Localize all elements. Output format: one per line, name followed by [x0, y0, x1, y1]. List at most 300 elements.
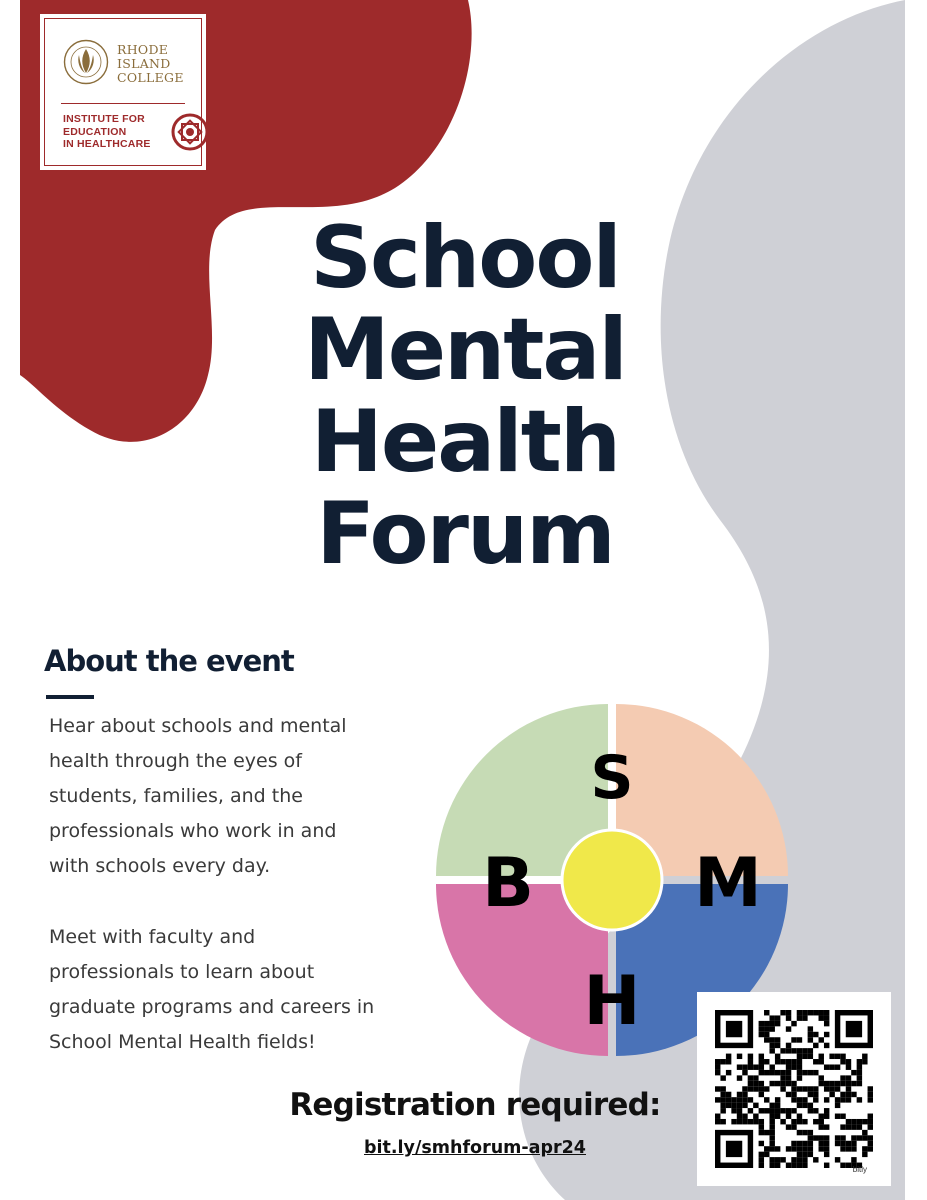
- qr-module: [846, 1075, 851, 1080]
- qr-module: [808, 1152, 813, 1157]
- qr-module: [862, 1054, 867, 1059]
- qr-module: [769, 1070, 774, 1075]
- qr-module: [726, 1070, 731, 1075]
- about-paragraph-2: Meet with faculty and professionals to learn about graduate programs and careers in School Mental Health fields!: [49, 926, 375, 1053]
- qr-module: [862, 1119, 867, 1124]
- qr-module: [868, 1146, 873, 1151]
- qr-module: [769, 1114, 774, 1119]
- institute-name: [63, 113, 163, 151]
- qr-module: [808, 1103, 813, 1108]
- qr-module: [780, 1086, 785, 1091]
- qr-module: [775, 1054, 780, 1059]
- wheel-letter-m: M: [694, 844, 762, 923]
- qr-module: [775, 1081, 780, 1086]
- qr-module: [835, 1054, 840, 1059]
- qr-code-card[interactable]: [697, 992, 891, 1186]
- qr-module: [851, 1092, 856, 1097]
- qr-module: [791, 1119, 796, 1124]
- qr-module: [726, 1059, 731, 1064]
- qr-module: [759, 1021, 764, 1026]
- qr-module: [737, 1103, 742, 1108]
- qr-module: [857, 1070, 862, 1075]
- wheel-center: [562, 830, 662, 930]
- qr-module: [759, 1157, 764, 1162]
- qr-module: [819, 1146, 824, 1151]
- institute-line-3: IN HEALTHCARE: [63, 138, 151, 150]
- qr-module: [802, 1130, 807, 1135]
- qr-module: [857, 1097, 862, 1102]
- qr-module: [797, 1048, 802, 1053]
- qr-module: [813, 1119, 818, 1124]
- qr-module: [791, 1064, 796, 1069]
- qr-module: [764, 1146, 769, 1151]
- qr-module: [780, 1075, 785, 1080]
- qr-module: [759, 1163, 764, 1168]
- qr-module: [813, 1032, 818, 1037]
- qr-module: [840, 1097, 845, 1102]
- qr-module: [797, 1157, 802, 1162]
- qr-module: [824, 1114, 829, 1119]
- qr-module: [824, 1021, 829, 1026]
- qr-module: [791, 1037, 796, 1042]
- qr-module: [791, 1146, 796, 1151]
- qr-module: [791, 1021, 796, 1026]
- qr-module: [802, 1152, 807, 1157]
- qr-module: [753, 1075, 758, 1080]
- qr-module: [862, 1059, 867, 1064]
- wheel-letter-h: H: [583, 962, 641, 1041]
- qr-module: [748, 1054, 753, 1059]
- qr-module: [769, 1021, 774, 1026]
- qr-module: [840, 1059, 845, 1064]
- qr-module: [835, 1157, 840, 1162]
- qr-module: [786, 1064, 791, 1069]
- qr-module: [819, 1124, 824, 1129]
- college-line-1: RHODE: [117, 42, 169, 57]
- qr-module: [851, 1081, 856, 1086]
- qr-module: [769, 1119, 774, 1124]
- qr-module: [764, 1021, 769, 1026]
- qr-module: [780, 1081, 785, 1086]
- qr-module: [846, 1141, 851, 1146]
- qr-module: [742, 1119, 747, 1124]
- qr-module: [764, 1108, 769, 1113]
- qr-module: [775, 1108, 780, 1113]
- qr-module: [764, 1026, 769, 1031]
- qr-module: [857, 1135, 862, 1140]
- qr-module: [769, 1108, 774, 1113]
- qr-module: [726, 1054, 731, 1059]
- logo-divider: [61, 103, 185, 104]
- qr-module: [775, 1059, 780, 1064]
- qr-module: [868, 1114, 873, 1119]
- qr-module: [840, 1054, 845, 1059]
- qr-module: [715, 1097, 720, 1102]
- qr-module: [797, 1163, 802, 1168]
- wheel-letter-s: S: [590, 743, 634, 813]
- qr-module: [797, 1059, 802, 1064]
- qr-module: [769, 1146, 774, 1151]
- qr-module: [780, 1010, 785, 1015]
- qr-module: [824, 1015, 829, 1020]
- qr-module: [824, 1032, 829, 1037]
- qr-module: [802, 1086, 807, 1091]
- qr-module: [759, 1141, 764, 1146]
- qr-module: [819, 1037, 824, 1042]
- qr-module: [819, 1114, 824, 1119]
- qr-module: [813, 1043, 818, 1048]
- qr-module: [780, 1157, 785, 1162]
- qr-module: [868, 1135, 873, 1140]
- qr-module: [846, 1059, 851, 1064]
- qr-module: [775, 1097, 780, 1102]
- qr-module: [824, 1141, 829, 1146]
- qr-module: [829, 1054, 834, 1059]
- qr-module: [813, 1070, 818, 1075]
- registration-link[interactable]: bit.ly/smhforum-apr24: [364, 1138, 586, 1158]
- qr-module: [819, 1010, 824, 1015]
- qr-module: [797, 1119, 802, 1124]
- qr-module: [786, 1075, 791, 1080]
- qr-module: [775, 1103, 780, 1108]
- qr-module: [835, 1064, 840, 1069]
- logo-frame: [44, 18, 202, 166]
- about-paragraph-1: Hear about schools and mental health through the eyes of students, families, and the professionals who work in and with schools every day.: [49, 715, 347, 877]
- qr-module: [819, 1141, 824, 1146]
- qr-module: [797, 1141, 802, 1146]
- qr-module: [797, 1103, 802, 1108]
- qr-module: [846, 1119, 851, 1124]
- title-line-mental: Mental: [304, 300, 626, 400]
- qr-module: [797, 1097, 802, 1102]
- qr-module: [759, 1092, 764, 1097]
- qr-module: [797, 1037, 802, 1042]
- qr-module: [748, 1059, 753, 1064]
- qr-module: [748, 1108, 753, 1113]
- qr-module: [802, 1163, 807, 1168]
- qr-module: [759, 1086, 764, 1091]
- qr-module: [742, 1070, 747, 1075]
- qr-module: [780, 1070, 785, 1075]
- qr-module: [840, 1081, 845, 1086]
- qr-module: [813, 1092, 818, 1097]
- qr-module: [737, 1108, 742, 1113]
- qr-module: [720, 1075, 725, 1080]
- qr-module: [748, 1097, 753, 1102]
- qr-module: [862, 1135, 867, 1140]
- qr-module: [726, 1103, 731, 1108]
- qr-module: [802, 1070, 807, 1075]
- qr-module: [786, 1015, 791, 1020]
- qr-module: [775, 1146, 780, 1151]
- qr-module: [775, 1043, 780, 1048]
- qr-module: [780, 1119, 785, 1124]
- title-line-school: School: [310, 208, 620, 308]
- qr-module: [775, 1114, 780, 1119]
- qr-module: [846, 1081, 851, 1086]
- qr-module: [737, 1054, 742, 1059]
- qr-module: [840, 1075, 845, 1080]
- qr-module: [742, 1064, 747, 1069]
- logo-card: [40, 14, 206, 170]
- qr-module: [791, 1081, 796, 1086]
- institute-emblem-icon: [171, 113, 209, 151]
- qr-module: [791, 1086, 796, 1091]
- qr-module: [742, 1103, 747, 1108]
- qr-module: [819, 1054, 824, 1059]
- qr-module: [753, 1103, 758, 1108]
- qr-module: [748, 1086, 753, 1091]
- qr-module: [846, 1021, 862, 1037]
- qr-module: [868, 1124, 873, 1129]
- qr-module: [813, 1086, 818, 1091]
- qr-module: [846, 1124, 851, 1129]
- qr-module: [759, 1081, 764, 1086]
- qr-module: [753, 1064, 758, 1069]
- qr-module: [769, 1135, 774, 1140]
- qr-module: [824, 1064, 829, 1069]
- qr-module: [802, 1103, 807, 1108]
- qr-module: [840, 1141, 845, 1146]
- qr-module: [759, 1026, 764, 1031]
- event-title: [290, 208, 640, 584]
- qr-brand-label: bitly: [852, 1165, 867, 1174]
- qr-module: [824, 1152, 829, 1157]
- college-seal-icon: [63, 39, 109, 85]
- qr-module: [769, 1064, 774, 1069]
- qr-module: [715, 1114, 720, 1119]
- qr-module: [786, 1059, 791, 1064]
- qr-module: [759, 1130, 764, 1135]
- qr-module: [808, 1108, 813, 1113]
- qr-module: [797, 1075, 802, 1080]
- qr-module: [759, 1152, 764, 1157]
- qr-module: [802, 1097, 807, 1102]
- qr-module: [829, 1092, 834, 1097]
- qr-module: [775, 1163, 780, 1168]
- qr-module: [791, 1097, 796, 1102]
- qr-module: [786, 1146, 791, 1151]
- qr-module: [775, 1021, 780, 1026]
- qr-module: [802, 1054, 807, 1059]
- qr-module: [846, 1092, 851, 1097]
- qr-module: [797, 1064, 802, 1069]
- qr-module: [797, 1114, 802, 1119]
- qr-module: [715, 1086, 720, 1091]
- qr-module: [808, 1048, 813, 1053]
- qr-module: [764, 1010, 769, 1015]
- qr-module: [791, 1092, 796, 1097]
- institute-line-1: INSTITUTE FOR: [63, 113, 145, 125]
- qr-module: [857, 1124, 862, 1129]
- qr-module: [797, 1054, 802, 1059]
- qr-module: [726, 1021, 742, 1037]
- qr-module: [742, 1097, 747, 1102]
- qr-module: [808, 1032, 813, 1037]
- qr-module: [835, 1086, 840, 1091]
- qr-module: [780, 1059, 785, 1064]
- qr-module: [808, 1135, 813, 1140]
- qr-module: [726, 1141, 742, 1157]
- registration-heading: Registration required:: [289, 1087, 661, 1123]
- qr-module: [851, 1070, 856, 1075]
- qr-module: [840, 1135, 845, 1140]
- qr-module: [857, 1081, 862, 1086]
- qr-module: [791, 1157, 796, 1162]
- qr-module: [715, 1070, 720, 1075]
- qr-module: [780, 1048, 785, 1053]
- qr-module: [786, 1048, 791, 1053]
- qr-module: [824, 1086, 829, 1091]
- qr-module: [737, 1064, 742, 1069]
- qr-module: [819, 1059, 824, 1064]
- qr-module: [802, 1146, 807, 1151]
- qr-module: [748, 1081, 753, 1086]
- qr-module: [737, 1119, 742, 1124]
- qr-module: [824, 1043, 829, 1048]
- qr-module: [731, 1119, 736, 1124]
- qr-module: [808, 1037, 813, 1042]
- qr-module: [764, 1130, 769, 1135]
- qr-module: [764, 1152, 769, 1157]
- qr-module: [813, 1097, 818, 1102]
- qr-module: [802, 1048, 807, 1053]
- qr-module: [791, 1163, 796, 1168]
- qr-module: [780, 1108, 785, 1113]
- qr-module: [824, 1124, 829, 1129]
- qr-code[interactable]: [715, 1010, 873, 1168]
- about-underline: [46, 695, 94, 699]
- qr-module: [829, 1064, 834, 1069]
- qr-module: [846, 1163, 851, 1168]
- college-line-3: COLLEGE: [117, 70, 184, 85]
- qr-module: [840, 1146, 845, 1151]
- qr-module: [786, 1124, 791, 1129]
- qr-module: [851, 1124, 856, 1129]
- college-line-2: ISLAND: [117, 56, 171, 71]
- qr-module: [851, 1146, 856, 1151]
- qr-module: [748, 1075, 753, 1080]
- qr-module: [797, 1070, 802, 1075]
- qr-module: [769, 1157, 774, 1162]
- qr-module: [840, 1114, 845, 1119]
- qr-module: [769, 1026, 774, 1031]
- qr-module: [759, 1108, 764, 1113]
- qr-module: [720, 1059, 725, 1064]
- about-heading: About the event: [44, 644, 294, 678]
- qr-module: [813, 1059, 818, 1064]
- qr-module: [857, 1059, 862, 1064]
- qr-module: [715, 1064, 720, 1069]
- qr-module: [759, 1119, 764, 1124]
- qr-module: [808, 1146, 813, 1151]
- qr-module: [720, 1097, 725, 1102]
- qr-module: [786, 1114, 791, 1119]
- qr-module: [797, 1130, 802, 1135]
- qr-module: [824, 1097, 829, 1102]
- qr-module: [731, 1103, 736, 1108]
- qr-module: [846, 1097, 851, 1102]
- qr-module: [764, 1086, 769, 1091]
- qr-module: [786, 1108, 791, 1113]
- qr-module: [797, 1152, 802, 1157]
- qr-module: [715, 1059, 720, 1064]
- qr-module: [802, 1015, 807, 1020]
- qr-module: [835, 1141, 840, 1146]
- qr-module: [769, 1141, 774, 1146]
- qr-module: [791, 1108, 796, 1113]
- qr-module: [835, 1097, 840, 1102]
- qr-module: [786, 1043, 791, 1048]
- qr-module: [764, 1037, 769, 1042]
- qr-module: [769, 1103, 774, 1108]
- qr-module: [791, 1141, 796, 1146]
- qr-module: [731, 1108, 736, 1113]
- qr-module: [759, 1032, 764, 1037]
- qr-module: [786, 1081, 791, 1086]
- qr-module: [824, 1081, 829, 1086]
- qr-module: [764, 1070, 769, 1075]
- wheel-letter-b: B: [482, 844, 534, 923]
- qr-module: [764, 1097, 769, 1102]
- qr-module: [851, 1135, 856, 1140]
- qr-module: [786, 1163, 791, 1168]
- qr-module: [802, 1157, 807, 1162]
- qr-module: [759, 1064, 764, 1069]
- qr-module: [819, 1081, 824, 1086]
- qr-module: [769, 1081, 774, 1086]
- qr-module: [819, 1015, 824, 1020]
- qr-module: [775, 1070, 780, 1075]
- qr-module: [868, 1092, 873, 1097]
- qr-module: [797, 1010, 802, 1015]
- qr-module: [797, 1146, 802, 1151]
- qr-module: [824, 1135, 829, 1140]
- qr-module: [720, 1108, 725, 1113]
- qr-module: [786, 1010, 791, 1015]
- qr-module: [759, 1124, 764, 1129]
- qr-module: [759, 1070, 764, 1075]
- qr-module: [840, 1124, 845, 1129]
- qr-module: [819, 1119, 824, 1124]
- qr-module: [808, 1141, 813, 1146]
- qr-module: [802, 1141, 807, 1146]
- qr-module: [813, 1108, 818, 1113]
- qr-module: [840, 1163, 845, 1168]
- qr-module: [720, 1092, 725, 1097]
- qr-module: [808, 1130, 813, 1135]
- qr-module: [813, 1157, 818, 1162]
- qr-module: [753, 1081, 758, 1086]
- qr-module: [775, 1157, 780, 1162]
- qr-module: [868, 1141, 873, 1146]
- qr-module: [726, 1092, 731, 1097]
- qr-module: [808, 1026, 813, 1031]
- qr-module: [813, 1135, 818, 1140]
- qr-module: [769, 1048, 774, 1053]
- qr-module: [726, 1097, 731, 1102]
- qr-module: [857, 1075, 862, 1080]
- qr-module: [868, 1086, 873, 1091]
- qr-module: [769, 1130, 774, 1135]
- qr-module: [753, 1119, 758, 1124]
- qr-module: [851, 1119, 856, 1124]
- qr-module: [769, 1037, 774, 1042]
- qr-module: [720, 1103, 725, 1108]
- qr-module: [775, 1015, 780, 1020]
- qr-module: [742, 1086, 747, 1091]
- qr-module: [862, 1130, 867, 1135]
